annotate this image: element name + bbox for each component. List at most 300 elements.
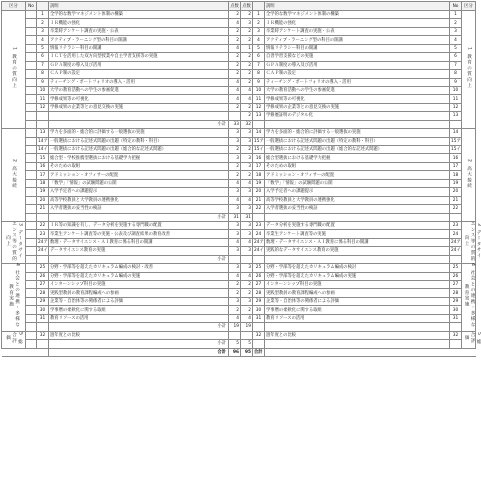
- description-left: そのための取組: [49, 162, 229, 170]
- row-no-right: 21: [450, 196, 462, 204]
- description-left: 企業等・自治体等の関係者による評価: [49, 297, 229, 305]
- blank-cell: [37, 348, 49, 356]
- row-no-left: 14イ: [38, 147, 48, 153]
- blank-cell: [26, 44, 37, 52]
- blank-cell: [26, 323, 37, 331]
- score-left: [229, 112, 241, 120]
- table-row: [2, 205, 476, 213]
- blank-cell: [450, 255, 462, 263]
- table-row: [2, 179, 476, 187]
- blank-cell: [26, 78, 37, 86]
- score-right: 2: [241, 27, 253, 35]
- header-cell: [253, 2, 265, 11]
- score-right: 2: [241, 146, 253, 154]
- description-right: 入学者選抜の妥当性の検証: [265, 205, 450, 213]
- description-left: ティーチング・ポートフォリオの導入・活用: [49, 78, 229, 86]
- row-no-right: 3: [450, 27, 462, 35]
- row-no-left: 13: [37, 129, 49, 137]
- row-no-left: 8: [37, 70, 49, 78]
- section-label-left: 1 教育の質向上: [2, 11, 26, 129]
- row-no-mid: 16: [253, 154, 265, 162]
- blank-cell: [26, 188, 37, 196]
- row-no-right: 1: [450, 11, 462, 19]
- score-right: 2: [241, 36, 253, 44]
- header-cell: 点数: [242, 3, 251, 9]
- row-no-mid: 21: [253, 196, 265, 204]
- row-no-mid: 31: [253, 314, 265, 322]
- row-no-right: 11: [450, 95, 462, 103]
- section-label-left: 5 総合評価: [2, 331, 26, 348]
- score-left: 2: [229, 103, 241, 111]
- blank-cell: [26, 129, 37, 137]
- description-right: そのための取組: [265, 162, 450, 170]
- score-right: 2: [241, 53, 253, 61]
- description-left: [49, 112, 229, 120]
- blank-cell: [26, 95, 37, 103]
- table-row: [2, 146, 476, 154]
- header-cell: No: [26, 2, 37, 11]
- score-right: 3: [241, 205, 253, 213]
- section-label-right: 5 総合評価: [462, 331, 476, 348]
- row-no-right: 18: [450, 171, 462, 179]
- blank-cell: [26, 61, 37, 69]
- table-row: [2, 70, 476, 78]
- subtotal-left: [229, 255, 241, 263]
- subtotal-left: 31: [229, 213, 241, 221]
- row-no-left: 24イ: [38, 248, 48, 254]
- score-left: 2: [229, 53, 241, 61]
- row-no-right: 13: [450, 112, 462, 120]
- score-right: 3: [241, 264, 253, 272]
- row-no-right: 7: [450, 61, 462, 69]
- row-no-mid: 29: [253, 297, 265, 305]
- row-no-mid: 17: [253, 162, 265, 170]
- row-no-left: 18: [37, 179, 49, 187]
- blank-cell: [2, 348, 26, 356]
- blank-cell: [26, 196, 37, 204]
- row-no-right: 27: [450, 281, 462, 289]
- row-no-mid: 9: [253, 78, 265, 86]
- blank-cell: [450, 120, 462, 128]
- blank-cell: [37, 340, 49, 348]
- blank-cell: [26, 70, 37, 78]
- row-no-left: 3: [37, 27, 49, 35]
- table-row: [2, 36, 476, 44]
- row-no-left: 14ア: [38, 138, 48, 144]
- row-no-mid: 24ア: [254, 240, 264, 246]
- score-right: 3: [241, 247, 253, 255]
- score-right: 2: [241, 289, 253, 297]
- row-no-left: 17: [37, 171, 49, 179]
- row-no-right: 30: [450, 306, 462, 314]
- description-left: ＧＰＡ制度の導入及び活用: [49, 61, 229, 69]
- subtotal-row: [2, 120, 476, 128]
- description-left: 入学者選抜の妥当性の検証: [49, 205, 229, 213]
- score-left: 2: [229, 27, 241, 35]
- header-cell: [37, 2, 49, 11]
- description-left: 過年度との比較: [49, 331, 229, 339]
- score-right: 2: [241, 171, 253, 179]
- row-no-left: 20: [37, 196, 49, 204]
- row-no-right: 22: [450, 205, 462, 213]
- section-label-right: 2 高大接続: [462, 129, 476, 222]
- blank-cell: [26, 103, 37, 111]
- row-no-mid: 32: [253, 331, 265, 339]
- table-row: [2, 171, 476, 179]
- description-right: 数理・データサイエンス・ＡＩ教育に係る科目の開講: [265, 238, 450, 246]
- row-no-left: 2: [37, 19, 49, 27]
- row-no-mid: 10: [253, 86, 265, 94]
- description-right: 一般選抜における記述式問題の出題（総合的な記述式問題）: [265, 146, 450, 154]
- description-right: 学修成果等の可視化: [265, 95, 450, 103]
- score-right: 4: [241, 95, 253, 103]
- blank-cell: [26, 179, 37, 187]
- subtotal-row: [2, 255, 476, 263]
- description-left: 教育リソースの活用: [49, 314, 229, 322]
- score-right: 3: [241, 188, 253, 196]
- score-right: 3: [241, 221, 253, 229]
- table-row: [2, 154, 476, 162]
- blank-cell: [26, 146, 37, 154]
- total-right: 95: [241, 348, 253, 356]
- table-row: [2, 281, 476, 289]
- description-right: 卒業生アンケート調査等の実施: [265, 230, 450, 238]
- row-no-mid: 25: [253, 264, 265, 272]
- score-left: 2: [229, 146, 241, 154]
- table-row: [2, 196, 476, 204]
- row-no-mid: 2: [253, 19, 265, 27]
- description-left: 学力を多面的・総合的に評価する一般選抜の実施: [49, 129, 229, 137]
- description-left: 情報リテラシー科目の開講: [49, 44, 229, 52]
- row-no-left: 22: [37, 221, 49, 229]
- row-no-left: 21: [37, 205, 49, 213]
- description-right: 企業等・自治体等の関係者による評価: [265, 297, 450, 305]
- score-left: 4: [229, 272, 241, 280]
- row-no-left: 32: [37, 331, 49, 339]
- description-right: 学力を多面的・総合的に評価する一般選抜の実施: [265, 129, 450, 137]
- row-no-left: 30: [37, 306, 49, 314]
- table-row: [2, 129, 476, 137]
- blank-cell: [26, 264, 37, 272]
- row-no-mid: 18: [253, 171, 265, 179]
- description-right: ＩＲ機能の強化: [265, 19, 450, 27]
- subtotal-right: 19: [241, 323, 253, 331]
- description-right: 入学予定者への課題提示: [265, 188, 450, 196]
- description-right: 分野・学部等を超えたカリキュラム編成の実施: [265, 272, 450, 280]
- score-right: 2: [241, 70, 253, 78]
- row-no-right: 6: [450, 53, 462, 61]
- description-left: 「数学」「情報」の試験問題の公開: [49, 179, 229, 187]
- blank-cell: [26, 238, 37, 246]
- score-left: [229, 331, 241, 339]
- table-row: [2, 95, 476, 103]
- score-right: 4: [241, 86, 253, 94]
- row-no-right: 28: [450, 289, 462, 297]
- score-left: 2: [229, 70, 241, 78]
- table-row: [2, 103, 476, 111]
- blank-cell: [26, 281, 37, 289]
- total-row: [2, 348, 476, 356]
- row-no-right: 16: [450, 154, 462, 162]
- row-no-mid: 24イ: [254, 248, 264, 254]
- blank-cell: [37, 323, 49, 331]
- blank-cell: [26, 162, 37, 170]
- table-row: [2, 297, 476, 305]
- score-left: 3: [229, 247, 241, 255]
- section-label-right: 3 データサイエンス等の質的向上: [462, 221, 476, 263]
- score-left: 4: [229, 238, 241, 246]
- row-no-left: 1: [37, 11, 49, 19]
- row-no-right: 17: [450, 162, 462, 170]
- table-row: [2, 314, 476, 322]
- total-label: 合計: [49, 348, 229, 356]
- description-left: 学修成果等の可視化: [49, 95, 229, 103]
- blank-cell: [26, 205, 37, 213]
- score-right: 3: [241, 230, 253, 238]
- table-row: [2, 86, 476, 94]
- description-right: 大学の教育活動への学生の参画促進: [265, 86, 450, 94]
- comparison-table: [1, 1, 481, 357]
- row-no-right: 26: [450, 272, 462, 280]
- row-no-mid: 23: [253, 221, 265, 229]
- table-row: [2, 112, 476, 120]
- description-left: 全学的な数学マネジメント体制の構築: [49, 11, 229, 19]
- blank-cell: [26, 11, 37, 19]
- row-no-left: 10: [37, 86, 49, 94]
- row-no-right: 24: [450, 230, 462, 238]
- blank-cell: [450, 348, 462, 356]
- description-left: アドミッション・オフィサーの配置: [49, 171, 229, 179]
- score-left: 4: [229, 44, 241, 52]
- score-left: 2: [229, 36, 241, 44]
- row-no-mid: 11: [253, 95, 265, 103]
- table-row: [2, 19, 476, 27]
- score-right: 3: [241, 297, 253, 305]
- score-right: 4: [241, 179, 253, 187]
- row-no-right: 32: [450, 331, 462, 339]
- score-left: 3: [229, 137, 241, 145]
- description-left: 総合型・学校推薦型選抜における基礎学力把握: [49, 154, 229, 162]
- score-right: 1: [241, 44, 253, 52]
- description-right: 総合型選抜における基礎学力把握: [265, 154, 450, 162]
- description-right: 自習学習支援などの実施: [265, 53, 450, 61]
- blank-cell: [26, 289, 37, 297]
- blank-cell: [26, 171, 37, 179]
- score-left: 4: [229, 86, 241, 94]
- blank-cell: [26, 247, 37, 255]
- total-left: 96: [229, 348, 241, 356]
- description-right: 高等学校教員と大学教員の連携強化: [265, 196, 450, 204]
- section-label-right: 1 教育の質向上: [462, 11, 476, 129]
- row-no-left: 29: [37, 297, 49, 305]
- row-no-right: 20: [450, 188, 462, 196]
- table-row: [2, 27, 476, 35]
- row-no-left: 4: [37, 36, 49, 44]
- description-right: 「数学」「情報」の試験問題の公開: [265, 179, 450, 187]
- row-no-left: 19: [37, 188, 49, 196]
- row-no-left: 24ア: [38, 240, 48, 246]
- table-row: [2, 306, 476, 314]
- subtotal-right: [241, 255, 253, 263]
- row-no-right: 8: [450, 70, 462, 78]
- row-no-right: 19: [450, 179, 462, 187]
- section-label-left: 3 データサイエンス等の質的向上: [2, 221, 26, 263]
- blank-cell: [265, 255, 450, 263]
- score-left: 2: [229, 281, 241, 289]
- subtotal-row: [2, 213, 476, 221]
- blank-cell: [26, 112, 37, 120]
- description-right: 過年度との比較: [265, 331, 450, 339]
- score-right: 2: [241, 112, 253, 120]
- blank-cell: [37, 255, 49, 263]
- description-left: ＩＣＴを活用した双方向型授業や自主学習支援等の実施: [49, 53, 229, 61]
- score-right: 2: [241, 61, 253, 69]
- row-no-left: 16: [37, 162, 49, 170]
- subtotal-left: 33: [229, 120, 241, 128]
- blank-cell: [26, 272, 37, 280]
- description-left: 一般選抜における記述式問題の出題（特定の教科・科目）: [49, 137, 229, 145]
- subtotal-right: 32: [241, 120, 253, 128]
- blank-cell: [26, 340, 37, 348]
- blank-cell: [265, 323, 450, 331]
- row-no-mid: 13: [253, 112, 265, 120]
- blank-cell: [462, 348, 476, 356]
- blank-cell: [26, 154, 37, 162]
- blank-cell: [26, 19, 37, 27]
- row-no-left: 7: [37, 61, 49, 69]
- table-row: [2, 137, 476, 145]
- description-right: 実践的なデータサイエンス教育の実施: [265, 247, 450, 255]
- blank-cell: [265, 348, 450, 356]
- score-left: 4: [229, 95, 241, 103]
- table-row: [2, 247, 476, 255]
- score-left: 3: [229, 221, 241, 229]
- subtotal-row: [2, 340, 476, 348]
- description-left: 卒業時アンケート調査の実施・公表: [49, 27, 229, 35]
- table-row: [2, 238, 476, 246]
- description-left: 実践型教員の教育課程編成への参画: [49, 289, 229, 297]
- description-right: 情報リテラシー科目の開講: [265, 44, 450, 52]
- blank-cell: [26, 348, 37, 356]
- row-no-left: 12: [37, 103, 49, 111]
- table-row: [2, 230, 476, 238]
- score-right: [241, 331, 253, 339]
- description-left: 入学予定者への課題提示: [49, 188, 229, 196]
- total-label-right: 合計: [254, 349, 263, 355]
- description-left: 数理・データサイエンス・ＡＩ教育に係る科目の開講: [49, 238, 229, 246]
- blank-cell: [26, 137, 37, 145]
- row-no-mid: 6: [253, 53, 265, 61]
- blank-cell: [26, 221, 37, 229]
- score-left: 4: [229, 179, 241, 187]
- blank-cell: [450, 340, 462, 348]
- table-row: [2, 272, 476, 280]
- row-no-right: 14: [450, 129, 462, 137]
- header-cell: 区分: [2, 2, 26, 11]
- blank-cell: [37, 120, 49, 128]
- header-cell: No: [450, 2, 462, 11]
- score-right: 2: [241, 306, 253, 314]
- blank-cell: [26, 53, 37, 61]
- header-cell: 説明: [265, 2, 450, 11]
- blank-cell: [253, 255, 265, 263]
- row-no-mid: 1: [253, 11, 265, 19]
- row-no-right: 23: [450, 221, 462, 229]
- row-no-left: 25: [37, 264, 49, 272]
- row-no-right: 24ア: [451, 240, 461, 246]
- blank-cell: [253, 323, 265, 331]
- table-row: [2, 61, 476, 69]
- blank-cell: [253, 340, 265, 348]
- row-no-right: 4: [450, 36, 462, 44]
- blank-cell: [265, 120, 450, 128]
- section-label-left: 2 高大接続: [2, 129, 26, 222]
- description-right: アクティブ・ラーニング型の科目の開講: [265, 36, 450, 44]
- row-no-left: 31: [37, 314, 49, 322]
- blank-cell: [253, 120, 265, 128]
- row-no-mid: 27: [253, 281, 265, 289]
- row-no-left: 11: [37, 95, 49, 103]
- subtotal-left: 5: [229, 340, 241, 348]
- description-right: 全学的な数学マネジメント体制の構築: [265, 11, 450, 19]
- description-right: 学修成果の企業等との意見交換の実施: [265, 103, 450, 111]
- blank-cell: [265, 213, 450, 221]
- subtotal-label: 小計: [49, 120, 229, 128]
- row-no-right: 15イ: [451, 147, 461, 153]
- score-right: 4: [241, 238, 253, 246]
- description-right: ＧＰＡ制度の導入及び活用: [265, 61, 450, 69]
- score-left: 3: [229, 154, 241, 162]
- row-no-mid: 28: [253, 289, 265, 297]
- table-header-row: [2, 2, 476, 11]
- table-row: [2, 78, 476, 86]
- table-row: [2, 289, 476, 297]
- table-row: [2, 162, 476, 170]
- description-left: 分野・学部等を超えたカリキュラム編成の実施: [49, 272, 229, 280]
- row-no-left: 23: [37, 230, 49, 238]
- score-left: 4: [229, 78, 241, 86]
- table-row: [2, 53, 476, 61]
- score-right: 2: [241, 281, 253, 289]
- description-right: 学修歴証明のデジタル化: [265, 112, 450, 120]
- score-left: 4: [229, 19, 241, 27]
- description-left: アクティブ・ラーニング型の科目の開講: [49, 36, 229, 44]
- score-left: 3: [229, 205, 241, 213]
- score-left: 3: [229, 264, 241, 272]
- score-right: 3: [241, 137, 253, 145]
- blank-cell: [450, 213, 462, 221]
- blank-cell: [37, 213, 49, 221]
- blank-cell: [26, 27, 37, 35]
- subtotal-right: 5: [241, 340, 253, 348]
- row-no-mid: 12: [253, 103, 265, 111]
- row-no-right: 31: [450, 314, 462, 322]
- score-left: 2: [229, 11, 241, 19]
- row-no-mid: 7: [253, 61, 265, 69]
- score-left: 4: [229, 196, 241, 204]
- table-row: [2, 264, 476, 272]
- section-label-left: 4 社会との連携・多様な教育実施: [2, 264, 26, 332]
- description-left: 一般選抜における記述式問題の出題（総合的な記述式問題）: [49, 146, 229, 154]
- score-right: 3: [241, 154, 253, 162]
- row-no-right: 29: [450, 297, 462, 305]
- description-right: 一般選抜における記述式問題の出題（特定の教科・科目）: [265, 137, 450, 145]
- table-row: [2, 221, 476, 229]
- blank-cell: [26, 36, 37, 44]
- table-row: [2, 44, 476, 52]
- description-left: ＣＡＰ制の設定: [49, 70, 229, 78]
- description-left: ＩＲ機能の強化: [49, 19, 229, 27]
